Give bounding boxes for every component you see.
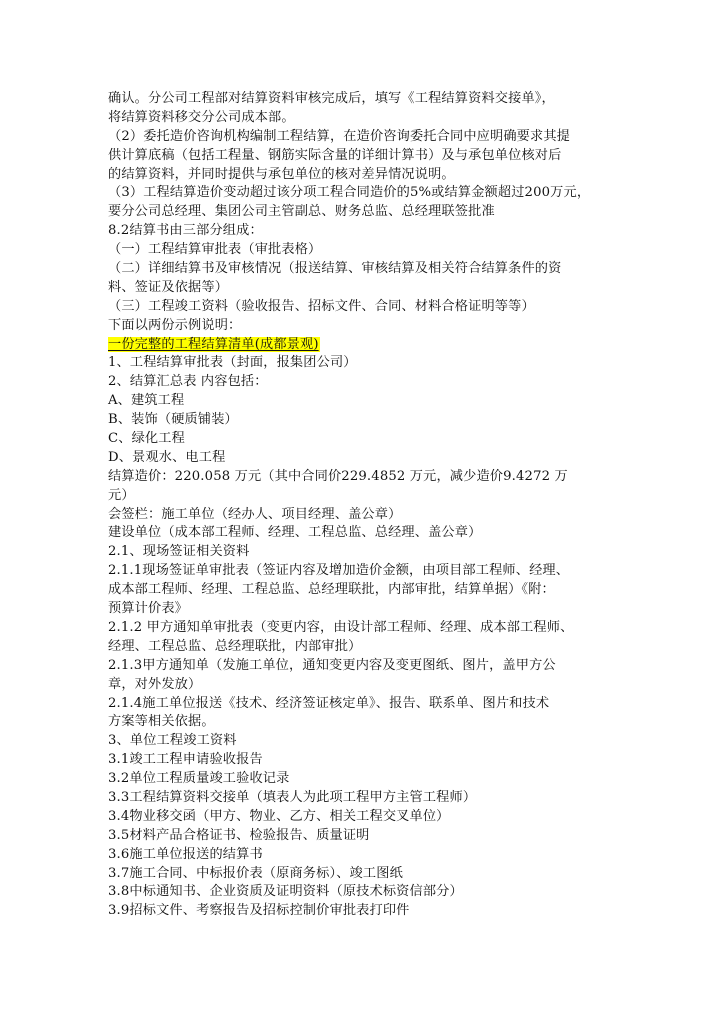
text-line: A、建筑工程 (108, 393, 185, 409)
text-line: 2.1.1现场签证单审批表（签证内容及增加造价金额，由项目部工程师、经理、 (108, 563, 570, 579)
text-line: 成本部工程师、经理、工程总监、总经理联批，内部审批，结算单据）《附： (108, 582, 555, 598)
document-body (108, 90, 618, 921)
text-line: 将结算资料移交分公司成本部。 (108, 109, 295, 125)
text-line: 3.6施工单位报送的结算书 (108, 846, 263, 862)
text-line: （二）详细结算书及审核情况（报送结算、审核结算及相关符合结算条件的资 (108, 261, 562, 277)
text-line: 3.5材料产品合格证书、检验报告、质量证明 (108, 827, 370, 843)
text-line: 2.1.4施工单位报送《技术、经济签证核定单》、报告、联系单、图片和技术 (108, 695, 550, 711)
text-line: 下面以两份示例说明： (108, 317, 242, 333)
text-line: 预算计价表》 (108, 601, 189, 617)
text-line: 2.1.2 甲方通知单审批表（变更内容，由设计部工程师、经理、成本部工程师、 (108, 619, 574, 635)
text-line: B、装饰（硬质铺装） (108, 412, 238, 428)
text-line: 元） (108, 487, 135, 503)
text-line: D、景观水、电工程 (108, 449, 226, 465)
text-line: （一）工程结算审批表（审批表格） (108, 242, 322, 258)
text-line: 3.8中标通知书、企业资质及证明资料（原技术标资信部分） (108, 884, 463, 900)
text-line: 3.3工程结算资料交接单（填表人为此项工程甲方主管工程师） (108, 789, 477, 805)
text-line: （2）委托造价咨询机构编制工程结算，在造价咨询委托合同中应明确要求其提 (108, 128, 571, 144)
text-line: （3）工程结算造价变动超过该分项工程合同造价的5%或结算金额超过200万元， (108, 185, 591, 201)
text-line: 3.4物业移交函（甲方、物业、乙方、相关工程交叉单位） (108, 808, 450, 824)
text-line: 章，对外发放） (108, 676, 202, 692)
text-line: 3、单位工程竣工资料 (108, 733, 237, 749)
text-line: 的结算资料，并同时提供与承包单位的核对差异情况说明。 (108, 166, 455, 182)
text-line: 料、签证及依据等） (108, 279, 229, 295)
text-line: 3.1竣工工程申请验收报告 (108, 752, 263, 768)
text-line: 3.2单位工程质量竣工验收记录 (108, 771, 290, 787)
text-line: 2、结算汇总表 内容包括： (108, 374, 268, 390)
text-line: 经理、工程总监、总经理联批，内部审批） (108, 638, 362, 654)
text-line: 确认。分公司工程部对结算资料审核完成后，填写《工程结算资料交接单》， (108, 91, 555, 106)
text-line: 会签栏：施工单位（经办人、项目经理、盖公章） (108, 506, 402, 522)
text-line: 要分公司总经理、集团公司主管副总、财务总监、总经理联签批准 (108, 204, 495, 220)
text-line: 结算造价：220.058 万元（其中合同价229.4852 万元，减少造价9.4272 万 (108, 468, 568, 484)
text-line: 1、工程结算审批表（封面，报集团公司） (108, 355, 357, 371)
text-line (108, 336, 618, 355)
text-line: C、绿化工程 (108, 431, 185, 447)
text-line: 方案等相关依据。 (108, 714, 215, 730)
text-line: 8.2结算书由三部分组成： (108, 223, 263, 239)
text-line: 3.9招标文件、考察报告及招标控制价审批表打印件 (108, 903, 410, 919)
text-line: 建设单位（成本部工程师、经理、工程总监、总经理、盖公章） (108, 525, 482, 541)
text-line: （三）工程竣工资料（验收报告、招标文件、合同、材料合格证明等等） (108, 298, 535, 314)
text-line: 供计算底稿（包括工程量、钢筋实际含量的详细计算书）及与承包单位核对后 (108, 147, 562, 163)
text-line: 2.1、现场签证相关资料 (108, 544, 250, 560)
highlighted-heading: 一份完整的工程结算清单(成都景观) (108, 336, 319, 352)
text-line: 2.1.3甲方通知单（发施工单位，通知变更内容及变更图纸、图片，盖甲方公 (108, 657, 556, 673)
text-line: 3.7施工合同、中标报价表（原商务标）、竣工图纸 (108, 865, 403, 881)
